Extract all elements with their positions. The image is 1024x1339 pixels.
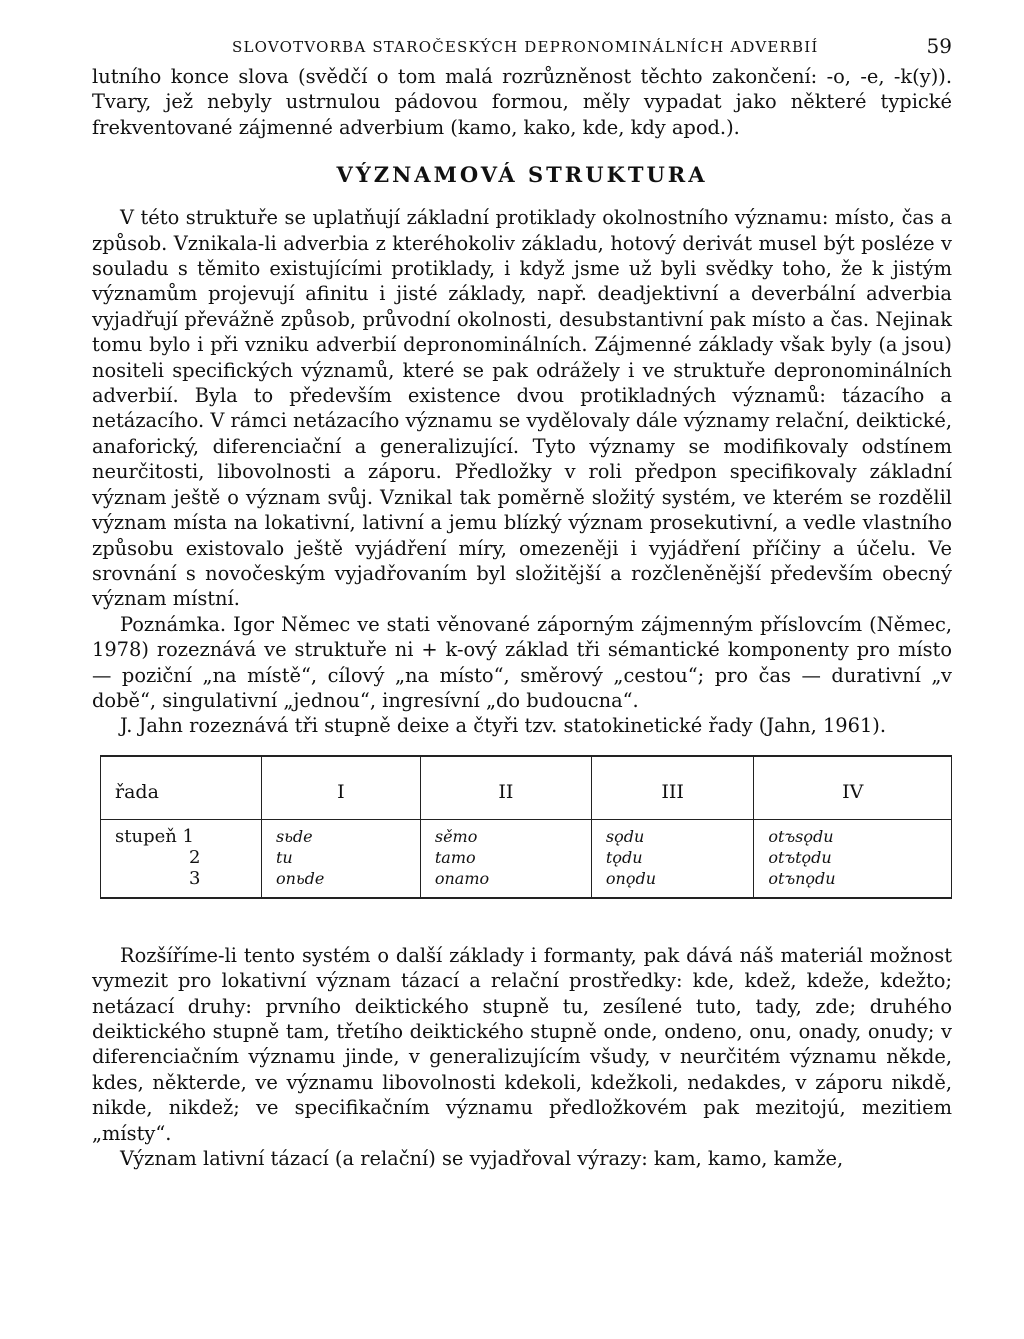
table-cell: sěmo bbox=[434, 826, 478, 846]
table-corner-label: řada bbox=[101, 765, 262, 820]
table-cell: otъsǫdu bbox=[768, 826, 834, 846]
column-header: II bbox=[420, 765, 591, 820]
after-table-paragraph: Rozšíříme-li tento systém o další základy i formanty, pak dává náš materiál možnost vymezit pro lokativní význam tázací a relační prostředky: kde, kdež, kdeže, kdežto; netázací druhy: prvního deiktického stupně tu, zesílené tuto, tady, zde; druhého deiktického stupně tam, třetího deiktického stupně onde, ondeno, onu, onady, onudy; v diferenciačním významu jinde, v generalizujícím všudy, v neurčitém významu někde, kdes, některde, ve významu libovolnosti kdekoli, kdežkoli, nedakdes, v záporu nikdě, nikde, nikdež; ve specifikačním významu předložkovém pak mezitojú, mezitiem „místy“. bbox=[92, 943, 952, 1145]
column-header: IV bbox=[754, 765, 952, 820]
running-title: SLOVOTVORBA STAROČESKÝCH DEPRONOMINÁLNÍCH ADVERBIÍ bbox=[232, 38, 819, 56]
table-cell: onьde bbox=[276, 868, 325, 888]
column-header: III bbox=[591, 765, 753, 820]
column-IV-forms bbox=[754, 819, 952, 898]
last-line: Význam lativní tázací (a relační) se vyjadřoval výrazy: kam, kamo, kamže, bbox=[120, 1147, 844, 1170]
note-paragraph: Poznámka. Igor Němec ve stati věnované záporným zájmenným příslovcím (Němec, 1978) rozeznává ve struktuře ni + k-ový základ tři sémantické komponenty pro místo — poziční „na místě“, cílový „na místo“, směrový „cestou“; pro čas — durativní „v době“, singulativní „jednou“, ingresívní „do budoucna“. bbox=[92, 612, 952, 712]
page-number: 59 bbox=[926, 34, 952, 58]
table-cell: otъtǫdu bbox=[768, 847, 832, 867]
statokinetic-table bbox=[100, 755, 952, 899]
column-header: I bbox=[262, 765, 421, 820]
table-cell: otъnǫdu bbox=[768, 868, 836, 888]
row-label: 3 bbox=[189, 867, 201, 889]
table-cell: onǫdu bbox=[605, 868, 657, 888]
section-heading: VÝZNAMOVÁ STRUKTURA bbox=[336, 162, 708, 188]
table-cell: sьde bbox=[276, 826, 313, 846]
column-I-forms bbox=[262, 819, 421, 898]
table-cell: tu bbox=[276, 847, 293, 867]
row-label: stupeň 1 bbox=[115, 825, 195, 847]
column-III-forms bbox=[591, 819, 753, 898]
main-paragraph: V této struktuře se uplatňují základní protiklady okolnostního významu: místo, čas a způsob. Vznikala-li adverbia z kteréhokoliv základu, hotový derivát musel být posléze v souladu s těmito existujícími protiklady, i když jsme už byli svědky toho, že k jistým významům projevují afinitu i jisté základy, např. deadjektivní a deverbální adverbia vyjadřují převážně způsob, průvodní okolnosti, desubstantivní pak místo a čas. Nejinak tomu bylo i při vzniku adverbií depronominálních. Zájmenné základy však byly (a jsou) nositeli specifických významů, které se pak odrážely i ve struktuře depronominálních adverbií. Byla to především existence dvou protikladných významů: tázacího a netázacího. V rámci netázacího významu se vydělovaly dále významy relační, deiktické, anaforický, diferenciační a generalizující. Tyto významy se modifikovaly odstínem neurčitosti, libovolnosti a záporu. Předložky v roli předpon specifikovaly základní význam ještě o význam svůj. Vznikal tak poměrně složitý systém, ve kterém se rozdělil význam místa na lokativní, lativní a jemu blízký význam prosekutivní, a vedle vlastního způsobu existovalo ještě vyjádření míry, omezeněji i vyjádření příčiny a účelu. Ve srovnání s novočeským vyjadřovaním byl složitější a rozčleněnější především obecný význam místní. bbox=[92, 206, 952, 611]
page bbox=[92, 30, 952, 1171]
running-header bbox=[92, 30, 952, 64]
intro-paragraph: lutního konce slova (svědčí o tom malá rozrůzněnost těchto zakončení: -o, -e, -k(y)). Tvary, jež nebyly ustrnulou pádovou formou, měly vypadat jako některé typické frekventované zájmenné adverbium (kamo, kako, kde, kdy apod.). bbox=[92, 65, 952, 139]
row-label: 2 bbox=[189, 846, 201, 868]
table-cell: onamo bbox=[434, 868, 490, 888]
table-cell: tǫdu bbox=[605, 847, 643, 867]
row-labels bbox=[101, 819, 262, 898]
jahn-paragraph: J. Jahn rozeznává tři stupně deixe a čtyři tzv. statokinetické řady (Jahn, 1961). bbox=[120, 714, 887, 738]
table-cell: sǫdu bbox=[605, 826, 645, 846]
column-II-forms bbox=[420, 819, 591, 898]
table-cell: tamo bbox=[434, 847, 476, 867]
